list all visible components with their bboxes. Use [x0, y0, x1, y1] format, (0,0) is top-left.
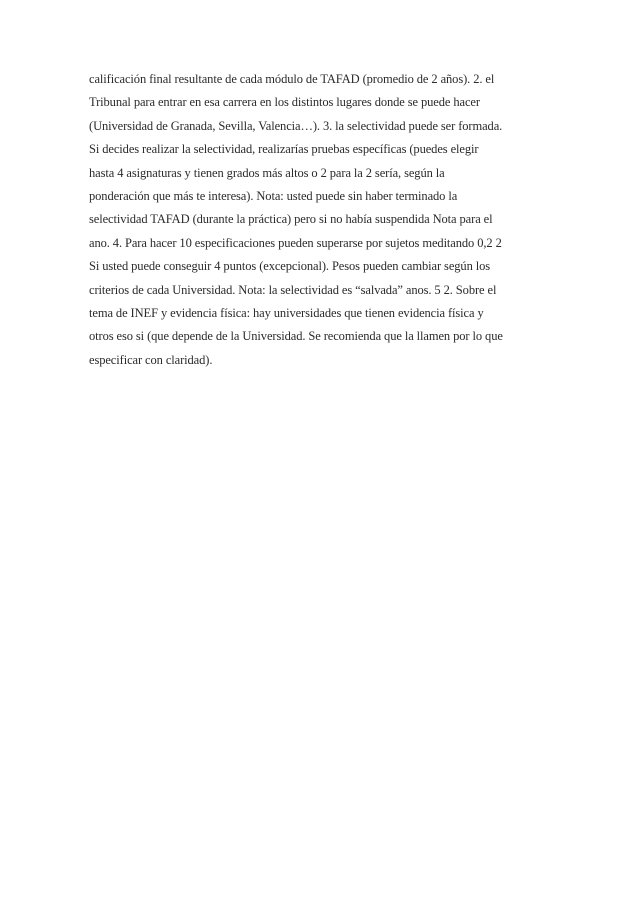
text-line: Si usted puede conseguir 4 puntos (excepcional). Pesos pueden cambiar según los [89, 259, 491, 274]
text-line: Tribunal para entrar en esa carrera en los distintos lugares donde se puede hacer [89, 95, 480, 110]
text-line: especificar con claridad). [89, 352, 213, 367]
text-line: ponderación que más te interesa). Nota: usted puede sin haber terminado la [89, 188, 458, 203]
text-line: tema de INEF y evidencia física: hay universidades que tienen evidencia física y [89, 305, 484, 320]
text-line: selectividad TAFAD (durante la práctica) pero si no había suspendida Nota para el [89, 212, 493, 227]
text-line: (Universidad de Granada, Sevilla, Valencia…). 3. la selectividad puede ser formada. [89, 118, 503, 133]
body-paragraph [89, 68, 559, 372]
text-line: calificación final resultante de cada módulo de TAFAD (promedio de 2 años). 2. el [89, 72, 495, 86]
text-line: Si decides realizar la selectividad, realizarías pruebas específicas (puedes elegir [89, 142, 479, 157]
text-line: ano. 4. Para hacer 10 especificaciones pueden superarse por sujetos meditando 0,2 2 [89, 235, 502, 250]
text-line: criterios de cada Universidad. Nota: la selectividad es “salvada” anos. 5 2. Sobre el [89, 282, 497, 297]
text-line: hasta 4 asignaturas y tienen grados más altos o 2 para la 2 sería, según la [89, 165, 445, 180]
text-line: otros eso si (que depende de la Universidad. Se recomienda que la llamen por lo que [89, 329, 503, 344]
